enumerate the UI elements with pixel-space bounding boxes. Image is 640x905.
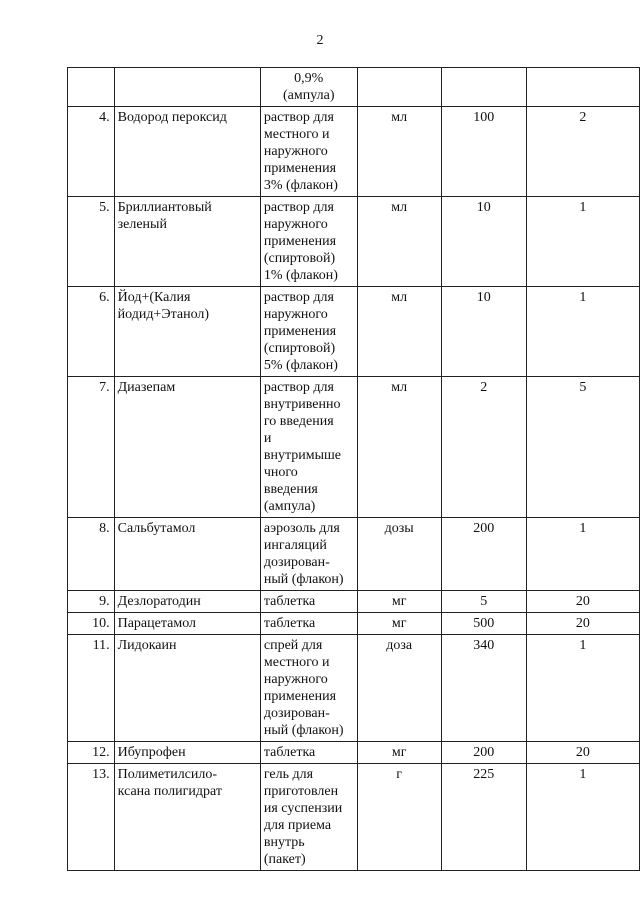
cell-count: 1 xyxy=(526,197,639,287)
cell-qty xyxy=(441,68,526,107)
cell-name: Сальбутамол xyxy=(114,518,260,591)
cell-form: таблетка xyxy=(260,613,357,635)
cell-num: 13. xyxy=(68,764,115,871)
cell-name: Йод+(Калия йодид+Этанол) xyxy=(114,287,260,377)
table-row xyxy=(68,613,640,635)
cell-count: 1 xyxy=(526,287,639,377)
cell-count: 1 xyxy=(526,518,639,591)
cell-qty: 10 xyxy=(441,287,526,377)
cell-form: гель для приготовлен ия суспензии для приема внутрь (пакет) xyxy=(260,764,357,871)
cell-name: Лидокаин xyxy=(114,635,260,742)
cell-name: Ибупрофен xyxy=(114,742,260,764)
cell-count: 20 xyxy=(526,613,639,635)
cell-form: таблетка xyxy=(260,591,357,613)
cell-name: Бриллиантовый зеленый xyxy=(114,197,260,287)
cell-num: 12. xyxy=(68,742,115,764)
cell-num: 9. xyxy=(68,591,115,613)
cell-qty: 200 xyxy=(441,742,526,764)
cell-unit: доза xyxy=(357,635,441,742)
table-row-continuation xyxy=(68,68,640,107)
cell-name: Парацетамол xyxy=(114,613,260,635)
cell-num: 10. xyxy=(68,613,115,635)
cell-unit: мг xyxy=(357,591,441,613)
table-row xyxy=(68,635,640,742)
cell-qty: 500 xyxy=(441,613,526,635)
cell-num: 8. xyxy=(68,518,115,591)
cell-count xyxy=(526,68,639,107)
table-row xyxy=(68,107,640,197)
cell-num: 6. xyxy=(68,287,115,377)
cell-unit: мл xyxy=(357,287,441,377)
table-row xyxy=(68,591,640,613)
cell-form: таблетка xyxy=(260,742,357,764)
cell-unit: мг xyxy=(357,613,441,635)
cell-count: 2 xyxy=(526,107,639,197)
cell-unit xyxy=(357,68,441,107)
cell-name xyxy=(114,68,260,107)
cell-qty: 2 xyxy=(441,377,526,518)
table-row xyxy=(68,518,640,591)
cell-form: раствор для наружного применения (спиртовой) 1% (флакон) xyxy=(260,197,357,287)
cell-qty: 340 xyxy=(441,635,526,742)
cell-form: 0,9% (ампула) xyxy=(260,68,357,107)
cell-form: раствор для внутривенно го введения и внутримыше чного введения (ампула) xyxy=(260,377,357,518)
cell-form: раствор для местного и наружного применения 3% (флакон) xyxy=(260,107,357,197)
cell-count: 20 xyxy=(526,591,639,613)
cell-qty: 10 xyxy=(441,197,526,287)
cell-qty: 100 xyxy=(441,107,526,197)
table-row xyxy=(68,764,640,871)
table-row xyxy=(68,377,640,518)
cell-num xyxy=(68,68,115,107)
cell-unit: мл xyxy=(357,197,441,287)
table-row xyxy=(68,197,640,287)
cell-name: Полиметилсило- ксана полигидрат xyxy=(114,764,260,871)
cell-num: 11. xyxy=(68,635,115,742)
cell-unit: г xyxy=(357,764,441,871)
cell-form: спрей для местного и наружного применения дозирован- ный (флакон) xyxy=(260,635,357,742)
cell-name: Дезлоратодин xyxy=(114,591,260,613)
cell-form: аэрозоль для ингаляций дозирован- ный (флакон) xyxy=(260,518,357,591)
table-row xyxy=(68,742,640,764)
cell-qty: 5 xyxy=(441,591,526,613)
cell-num: 5. xyxy=(68,197,115,287)
cell-count: 1 xyxy=(526,635,639,742)
cell-form: раствор для наружного применения (спиртовой) 5% (флакон) xyxy=(260,287,357,377)
cell-qty: 225 xyxy=(441,764,526,871)
cell-count: 1 xyxy=(526,764,639,871)
cell-num: 4. xyxy=(68,107,115,197)
page-number: 2 xyxy=(316,33,324,48)
cell-num: 7. xyxy=(68,377,115,518)
cell-count: 5 xyxy=(526,377,639,518)
cell-qty: 200 xyxy=(441,518,526,591)
cell-name: Водород пероксид xyxy=(114,107,260,197)
cell-unit: мл xyxy=(357,107,441,197)
cell-name: Диазепам xyxy=(114,377,260,518)
medication-table xyxy=(67,67,640,871)
table-row xyxy=(68,287,640,377)
cell-count: 20 xyxy=(526,742,639,764)
cell-unit: мг xyxy=(357,742,441,764)
cell-unit: дозы xyxy=(357,518,441,591)
cell-unit: мл xyxy=(357,377,441,518)
